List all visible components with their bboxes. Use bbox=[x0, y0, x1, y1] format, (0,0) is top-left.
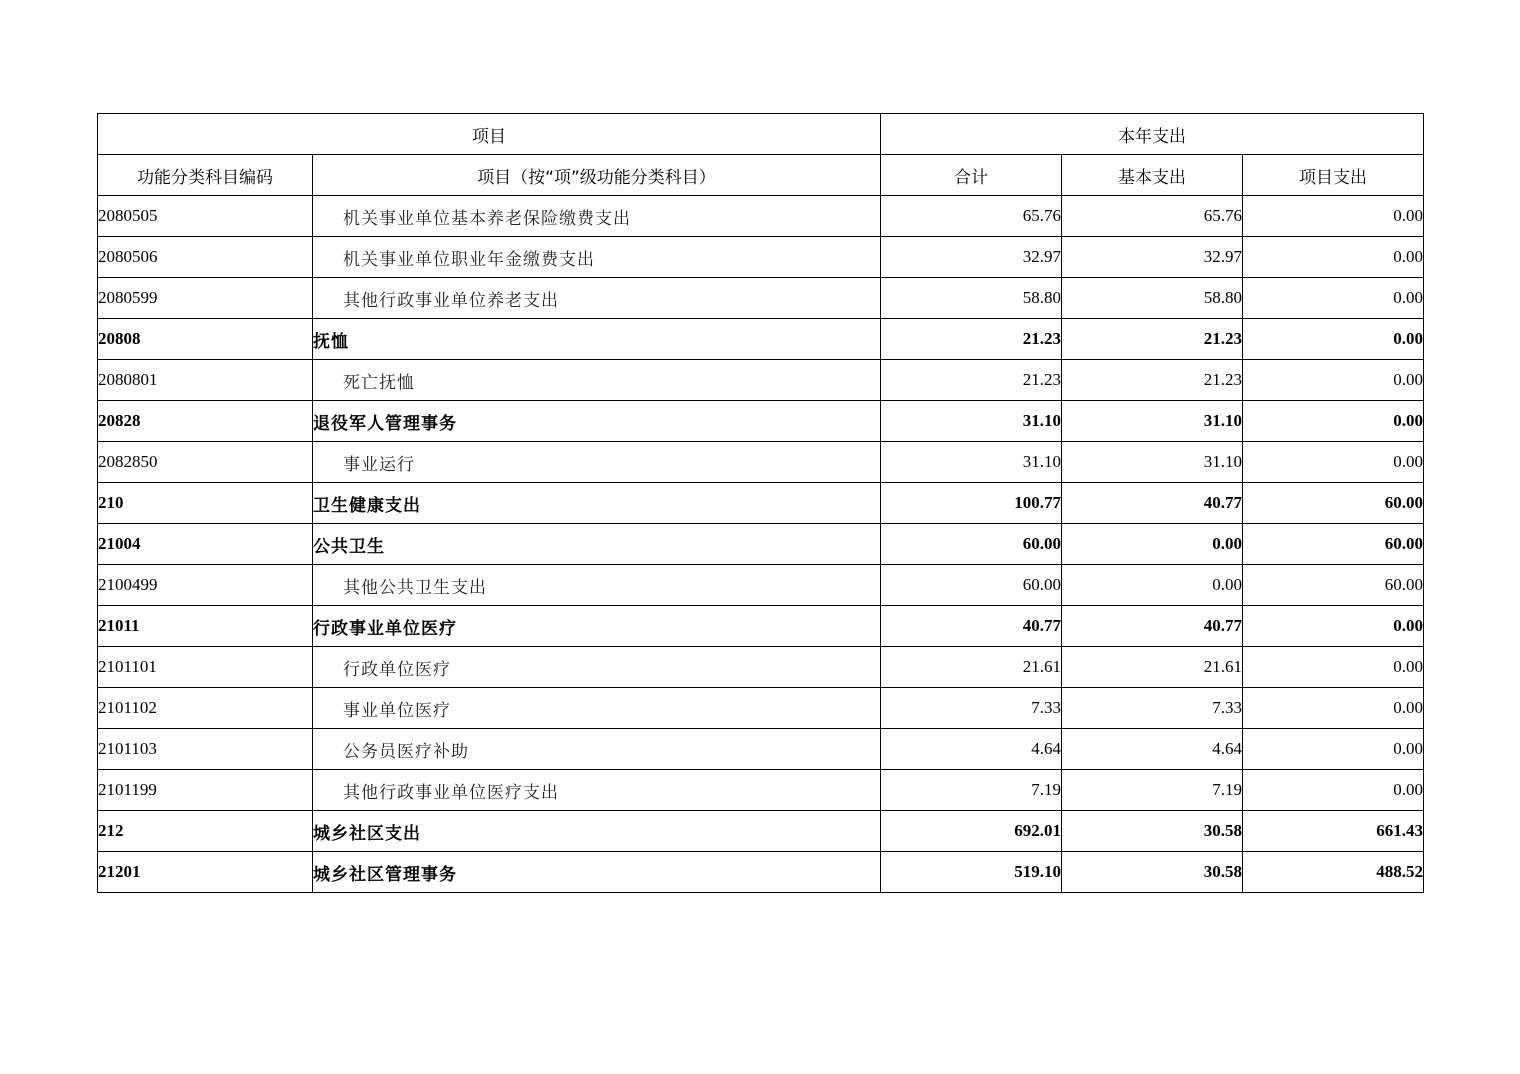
header-item-name: 项目（按“项”级功能分类科目） bbox=[313, 155, 881, 196]
row-code: 210 bbox=[98, 483, 313, 524]
row-code: 2080506 bbox=[98, 237, 313, 278]
row-total: 40.77 bbox=[881, 606, 1062, 647]
header-basic-expenditure: 基本支出 bbox=[1062, 155, 1243, 196]
table-row bbox=[98, 688, 1424, 729]
table-row bbox=[98, 442, 1424, 483]
row-project-expenditure: 0.00 bbox=[1243, 770, 1424, 811]
row-project-expenditure: 0.00 bbox=[1243, 196, 1424, 237]
row-total: 60.00 bbox=[881, 565, 1062, 606]
row-item-name: 城乡社区管理事务 bbox=[313, 852, 881, 893]
row-project-expenditure: 0.00 bbox=[1243, 688, 1424, 729]
row-code: 2100499 bbox=[98, 565, 313, 606]
row-total: 60.00 bbox=[881, 524, 1062, 565]
table-header bbox=[98, 114, 1424, 196]
row-basic-expenditure: 7.33 bbox=[1062, 688, 1243, 729]
row-code: 20828 bbox=[98, 401, 313, 442]
header-group-project: 项目 bbox=[98, 114, 881, 155]
header-total: 合计 bbox=[881, 155, 1062, 196]
row-project-expenditure: 60.00 bbox=[1243, 483, 1424, 524]
row-code: 21201 bbox=[98, 852, 313, 893]
header-group-year-expenditure: 本年支出 bbox=[881, 114, 1424, 155]
row-project-expenditure: 488.52 bbox=[1243, 852, 1424, 893]
table-row bbox=[98, 237, 1424, 278]
row-basic-expenditure: 21.61 bbox=[1062, 647, 1243, 688]
row-basic-expenditure: 31.10 bbox=[1062, 401, 1243, 442]
row-total: 58.80 bbox=[881, 278, 1062, 319]
row-code: 2080599 bbox=[98, 278, 313, 319]
row-basic-expenditure: 0.00 bbox=[1062, 565, 1243, 606]
row-basic-expenditure: 4.64 bbox=[1062, 729, 1243, 770]
row-project-expenditure: 60.00 bbox=[1243, 524, 1424, 565]
row-code: 2101101 bbox=[98, 647, 313, 688]
row-code: 2101102 bbox=[98, 688, 313, 729]
row-project-expenditure: 0.00 bbox=[1243, 401, 1424, 442]
row-project-expenditure: 0.00 bbox=[1243, 442, 1424, 483]
table-row bbox=[98, 606, 1424, 647]
row-total: 100.77 bbox=[881, 483, 1062, 524]
row-project-expenditure: 0.00 bbox=[1243, 360, 1424, 401]
row-total: 31.10 bbox=[881, 442, 1062, 483]
table-row bbox=[98, 483, 1424, 524]
row-item-name: 城乡社区支出 bbox=[313, 811, 881, 852]
header-code: 功能分类科目编码 bbox=[98, 155, 313, 196]
row-code: 21011 bbox=[98, 606, 313, 647]
row-code: 2101103 bbox=[98, 729, 313, 770]
row-code: 21004 bbox=[98, 524, 313, 565]
row-basic-expenditure: 30.58 bbox=[1062, 852, 1243, 893]
row-item-name: 机关事业单位职业年金缴费支出 bbox=[313, 237, 881, 278]
row-total: 21.23 bbox=[881, 319, 1062, 360]
table-row bbox=[98, 524, 1424, 565]
row-project-expenditure: 60.00 bbox=[1243, 565, 1424, 606]
row-item-name: 抚恤 bbox=[313, 319, 881, 360]
row-code: 20808 bbox=[98, 319, 313, 360]
row-project-expenditure: 661.43 bbox=[1243, 811, 1424, 852]
row-total: 7.33 bbox=[881, 688, 1062, 729]
table-row bbox=[98, 770, 1424, 811]
row-total: 31.10 bbox=[881, 401, 1062, 442]
row-total: 519.10 bbox=[881, 852, 1062, 893]
row-project-expenditure: 0.00 bbox=[1243, 606, 1424, 647]
row-item-name: 事业单位医疗 bbox=[313, 688, 881, 729]
row-basic-expenditure: 40.77 bbox=[1062, 606, 1243, 647]
row-total: 4.64 bbox=[881, 729, 1062, 770]
row-total: 21.61 bbox=[881, 647, 1062, 688]
row-item-name: 行政单位医疗 bbox=[313, 647, 881, 688]
row-basic-expenditure: 58.80 bbox=[1062, 278, 1243, 319]
row-basic-expenditure: 0.00 bbox=[1062, 524, 1243, 565]
row-project-expenditure: 0.00 bbox=[1243, 278, 1424, 319]
row-basic-expenditure: 30.58 bbox=[1062, 811, 1243, 852]
budget-expenditure-table bbox=[97, 113, 1424, 893]
table-row bbox=[98, 852, 1424, 893]
header-group-row bbox=[98, 114, 1424, 155]
table-row bbox=[98, 401, 1424, 442]
table-body bbox=[98, 196, 1424, 893]
table-row bbox=[98, 565, 1424, 606]
row-item-name: 行政事业单位医疗 bbox=[313, 606, 881, 647]
table-row bbox=[98, 811, 1424, 852]
row-code: 2082850 bbox=[98, 442, 313, 483]
header-project-expenditure: 项目支出 bbox=[1243, 155, 1424, 196]
row-total: 65.76 bbox=[881, 196, 1062, 237]
row-basic-expenditure: 32.97 bbox=[1062, 237, 1243, 278]
row-item-name: 退役军人管理事务 bbox=[313, 401, 881, 442]
row-code: 2080505 bbox=[98, 196, 313, 237]
row-project-expenditure: 0.00 bbox=[1243, 319, 1424, 360]
row-project-expenditure: 0.00 bbox=[1243, 237, 1424, 278]
row-code: 2080801 bbox=[98, 360, 313, 401]
row-total: 21.23 bbox=[881, 360, 1062, 401]
row-item-name: 其他行政事业单位养老支出 bbox=[313, 278, 881, 319]
table-row bbox=[98, 196, 1424, 237]
row-item-name: 死亡抚恤 bbox=[313, 360, 881, 401]
row-item-name: 卫生健康支出 bbox=[313, 483, 881, 524]
row-basic-expenditure: 65.76 bbox=[1062, 196, 1243, 237]
row-basic-expenditure: 21.23 bbox=[1062, 360, 1243, 401]
row-basic-expenditure: 31.10 bbox=[1062, 442, 1243, 483]
row-total: 7.19 bbox=[881, 770, 1062, 811]
table-row bbox=[98, 647, 1424, 688]
row-item-name: 其他行政事业单位医疗支出 bbox=[313, 770, 881, 811]
table-row bbox=[98, 278, 1424, 319]
table-row bbox=[98, 360, 1424, 401]
row-total: 692.01 bbox=[881, 811, 1062, 852]
row-basic-expenditure: 21.23 bbox=[1062, 319, 1243, 360]
row-total: 32.97 bbox=[881, 237, 1062, 278]
row-item-name: 机关事业单位基本养老保险缴费支出 bbox=[313, 196, 881, 237]
row-project-expenditure: 0.00 bbox=[1243, 729, 1424, 770]
header-column-row bbox=[98, 155, 1424, 196]
row-item-name: 事业运行 bbox=[313, 442, 881, 483]
row-basic-expenditure: 7.19 bbox=[1062, 770, 1243, 811]
row-code: 2101199 bbox=[98, 770, 313, 811]
row-code: 212 bbox=[98, 811, 313, 852]
row-basic-expenditure: 40.77 bbox=[1062, 483, 1243, 524]
table-row bbox=[98, 319, 1424, 360]
row-item-name: 其他公共卫生支出 bbox=[313, 565, 881, 606]
row-item-name: 公共卫生 bbox=[313, 524, 881, 565]
row-project-expenditure: 0.00 bbox=[1243, 647, 1424, 688]
row-item-name: 公务员医疗补助 bbox=[313, 729, 881, 770]
table-row bbox=[98, 729, 1424, 770]
